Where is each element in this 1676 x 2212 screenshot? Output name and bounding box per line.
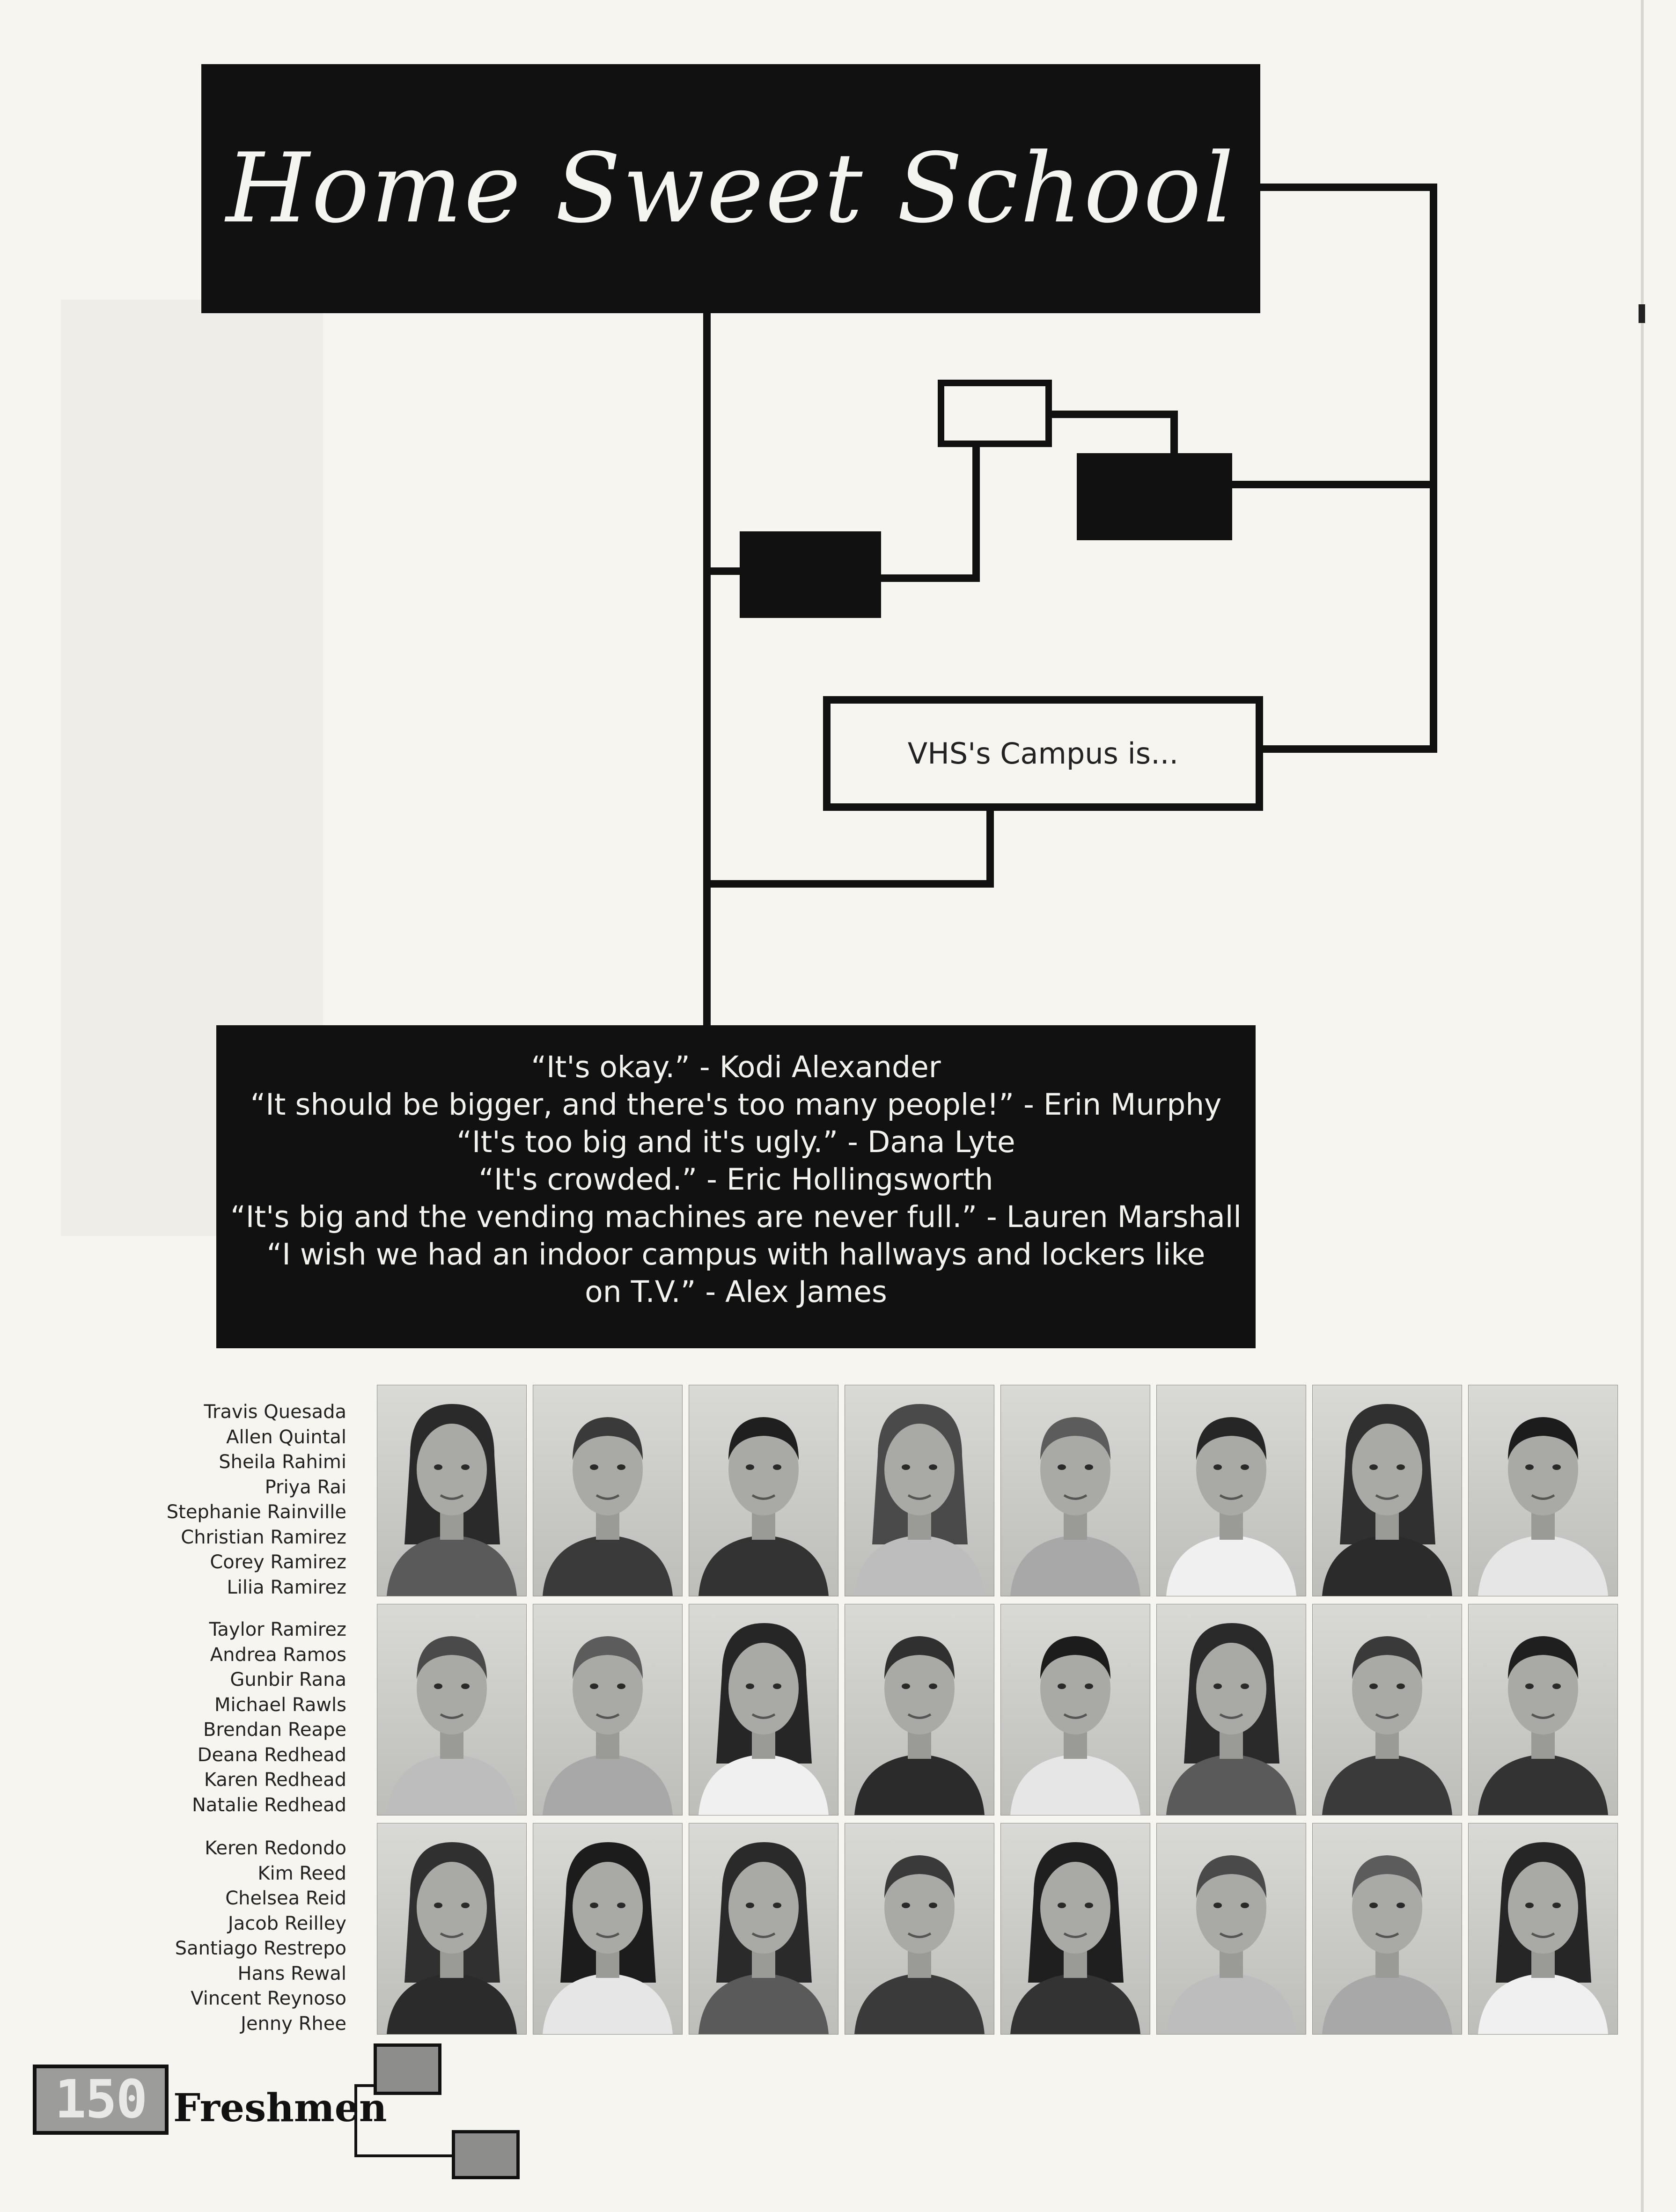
student-name: Jacob Reilley [228,1912,346,1934]
student-name: Natalie Redhead [191,1794,346,1816]
quote-line: “It's crowded.” - Eric Hollingsworth [478,1162,993,1197]
student-name: Kim Reed [257,1862,346,1884]
student-portrait [1156,1823,1306,2035]
campus-prompt-text: VHS's Campus is... [907,736,1179,771]
student-portrait [689,1604,838,1815]
student-name: Sheila Rahimi [219,1451,346,1473]
student-name: Travis Quesada [204,1401,346,1423]
student-name: Stephanie Rainville [166,1501,346,1523]
student-portrait [1468,1823,1618,2035]
quote-line: “It's okay.” - Kodi Alexander [531,1050,941,1084]
flow-box-small-outline [941,383,1049,444]
campus-prompt-box [823,696,1263,811]
page-number: 150 [54,2069,147,2130]
student-name: Hans Rewal [237,1962,346,1984]
student-portrait [689,1385,838,1596]
student-portrait [1468,1385,1618,1596]
student-portrait [1312,1823,1462,2035]
student-portrait [845,1823,994,2035]
student-name: Gunbir Rana [230,1669,346,1690]
student-name: Vincent Reynoso [191,1988,346,2009]
page-title-text: Home Sweet School [226,133,1236,244]
quote-line: “It's big and the vending machines are never full.” - Lauren Marshall [230,1200,1242,1234]
student-portrait [1312,1604,1462,1815]
student-name: Lilia Ramirez [227,1576,346,1598]
student-portrait [1156,1385,1306,1596]
student-name: Andrea Ramos [210,1644,346,1666]
quote-line: “It's too big and it's ugly.” - Dana Lyte [456,1125,1015,1159]
student-portrait [1156,1604,1306,1815]
student-name: Priya Rai [265,1476,346,1498]
student-name: Chelsea Reid [225,1888,346,1909]
quote-line: “It should be bigger, and there's too many people!” - Erin Murphy [250,1088,1222,1122]
student-portrait [1000,1823,1150,2035]
flow-box-black-left [740,531,881,618]
student-portrait [845,1385,994,1596]
student-name: Brendan Reape [203,1719,346,1741]
student-name: Deana Redhead [197,1744,346,1766]
quote-line: on T.V.” - Alex James [585,1275,887,1309]
student-portrait [1312,1385,1462,1596]
student-name: Taylor Ramirez [209,1619,346,1640]
student-name: Michael Rawls [214,1694,346,1716]
student-name: Corey Ramirez [210,1551,346,1573]
student-portrait [1000,1604,1150,1815]
student-portrait [689,1823,838,2035]
student-portrait [845,1604,994,1815]
student-portrait [1000,1385,1150,1596]
section-label: Freshmen [173,2086,387,2131]
student-name: Keren Redondo [205,1837,346,1859]
page-number-box [33,2065,169,2135]
flow-box-black-right [1077,453,1232,540]
student-portrait [1468,1604,1618,1815]
quote-line: “I wish we had an indoor campus with hallways and lockers like [266,1237,1206,1271]
student-name: Allen Quintal [226,1426,346,1448]
student-name: Christian Ramirez [181,1526,346,1548]
footer-connectors [0,0,562,2212]
student-name: Jenny Rhee [241,2013,346,2035]
student-name: Karen Redhead [204,1769,346,1791]
student-name: Santiago Restrepo [175,1938,346,1959]
